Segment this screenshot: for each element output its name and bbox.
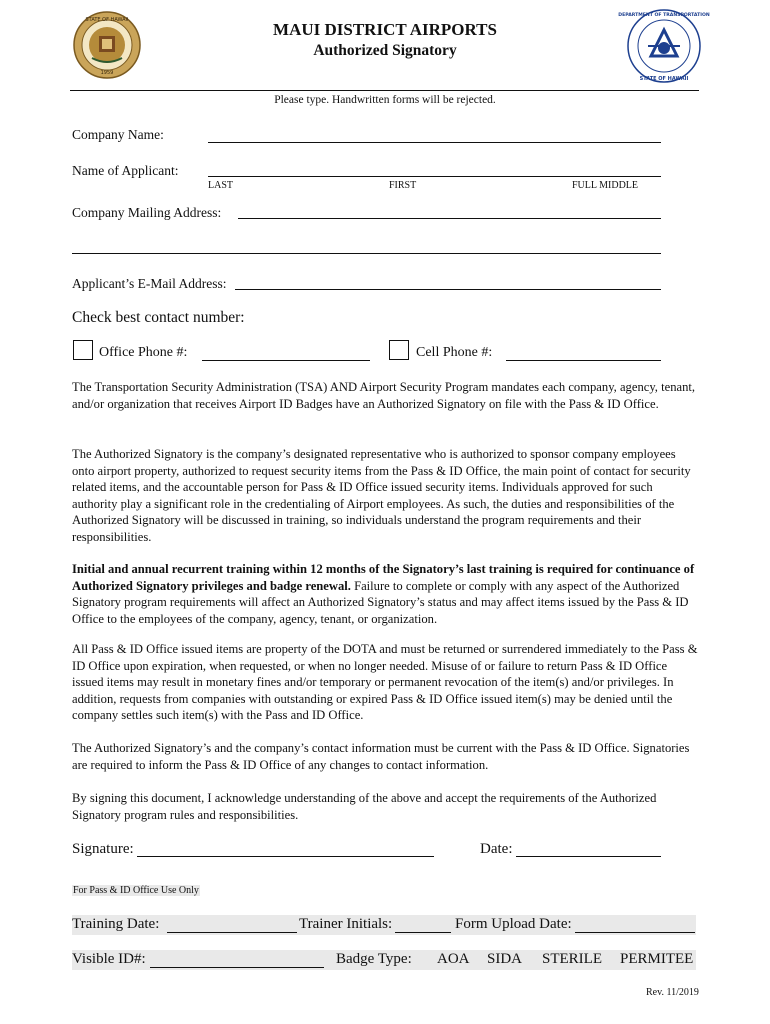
property-paragraph: All Pass & ID Office issued items are property of the DOTA and must be returned or surrendered immediately to the Pass & ID Office upon expiration, when requested, or when no longer needed. Misuse of or failure to return Pass & ID Office issued items may result in monetary fines and/or temporary or permanent revocation of the item(s) and/or privileges. In addition, requests from companies with outstanding or expired Pass & ID Office issued item(s) may be denied until the company settles such item(s) with the Pass and ID Office. — [72, 642, 698, 722]
signature-label: Signature: — [72, 841, 134, 857]
svg-text:STATE OF HAWAII: STATE OF HAWAII — [639, 76, 689, 82]
signatory-role-paragraph: The Authorized Signatory is the company’s designated representative who is authorized to sponsor company employees onto airport property, authorized to request security items from the Pass & ID Office, the main point of contact for security related items, and the accountable person for Pass & ID Office issued security items. Individuals approved for such authority play a significant role in the credentialing of Airport employees. As such, the duties and responsibilities of the Authorized Signatory will be discussed in training, so individuals understand the program requirements and their responsibilities. — [72, 447, 691, 544]
last-name-caption: LAST — [208, 180, 233, 191]
trainer-initials-field[interactable] — [395, 932, 451, 933]
training-date-field[interactable] — [167, 932, 297, 933]
applicant-name-label: Name of Applicant: — [72, 163, 179, 178]
date-label: Date: — [480, 841, 513, 857]
dot-seal-logo — [618, 8, 710, 84]
signature-field[interactable] — [137, 856, 434, 857]
email-field[interactable] — [235, 289, 661, 290]
training-date-label: Training Date: — [72, 916, 160, 932]
badge-option-permitee[interactable]: PERMITEE — [620, 951, 694, 967]
form-upload-date-field[interactable] — [575, 932, 695, 933]
date-field[interactable] — [516, 856, 661, 857]
first-name-caption: FIRST — [389, 180, 417, 191]
training-requirement-paragraph — [72, 561, 698, 627]
badge-option-aoa[interactable]: AOA — [437, 951, 470, 967]
svg-text:STATE OF HAWAII: STATE OF HAWAII — [85, 17, 129, 23]
badge-option-sterile[interactable]: STERILE — [542, 951, 602, 967]
training-requirement-rest: Failure to complete or comply with any aspect of the Authorized Signatory program requirements will affect an Authorized Signatory’s status and may affect items issued by the Pass & ID Office to the employees of the company, agency, tenant, or organization. — [72, 578, 689, 626]
mailing-address-label: Company Mailing Address: — [72, 205, 222, 220]
visible-id-field[interactable] — [150, 967, 324, 968]
badge-option-sida[interactable]: SIDA — [487, 951, 523, 967]
trainer-initials-label: Trainer Initials: — [299, 916, 393, 932]
badge-type-label: Badge Type: — [336, 951, 412, 967]
acknowledgement-paragraph: By signing this document, I acknowledge understanding of the above and accept the requirements of the Authorized Signatory program rules and responsibilities. — [72, 791, 657, 822]
middle-name-caption: FULL MIDDLE — [572, 180, 639, 191]
cell-phone-label: Cell Phone #: — [416, 345, 493, 360]
header-divider — [70, 90, 699, 91]
visible-id-label: Visible ID#: — [72, 951, 146, 967]
contact-prompt: Check best contact number: — [72, 309, 245, 326]
office-phone-field[interactable] — [202, 360, 370, 361]
email-label: Applicant’s E-Mail Address: — [72, 276, 227, 291]
form-subtitle: Authorized Signatory — [313, 42, 457, 59]
cell-phone-checkbox[interactable] — [389, 340, 409, 360]
tsa-paragraph: The Transportation Security Administration (TSA) AND Airport Security Program mandates each company, agency, tenant, and/or organization that receives Airport ID Badges have an Authorized Signatory on file with the Pass & ID Office. — [72, 380, 696, 411]
cell-phone-field[interactable] — [506, 360, 661, 361]
contact-info-paragraph: The Authorized Signatory’s and the company’s contact information must be current with the Pass & ID Office. Signatories are required to inform the Pass & ID Office of any changes to contact information. — [72, 741, 690, 772]
company-name-label: Company Name: — [72, 127, 164, 142]
svg-text:DEPARTMENT OF TRANSPORTATION: DEPARTMENT OF TRANSPORTATION — [618, 13, 710, 18]
mailing-address-field-line2[interactable] — [72, 253, 661, 254]
office-phone-label: Office Phone #: — [99, 345, 188, 360]
company-name-field[interactable] — [208, 142, 661, 143]
instruction-text: Please type. Handwritten forms will be rejected. — [274, 94, 496, 106]
training-requirement-bold: Initial and annual recurrent training within 12 months of the Signatory’s last training is required for continuance of Authorized Signatory privileges and badge renewal. — [72, 562, 695, 593]
form-upload-date-label: Form Upload Date: — [455, 916, 572, 932]
form-title: MAUI DISTRICT AIRPORTS — [273, 20, 497, 39]
office-phone-checkbox[interactable] — [73, 340, 93, 360]
mailing-address-field[interactable] — [238, 218, 661, 219]
applicant-name-field[interactable] — [208, 176, 661, 177]
revision-label: Rev. 11/2019 — [646, 987, 699, 998]
office-use-heading: For Pass & ID Office Use Only — [73, 885, 199, 896]
svg-text:1959: 1959 — [100, 70, 114, 76]
